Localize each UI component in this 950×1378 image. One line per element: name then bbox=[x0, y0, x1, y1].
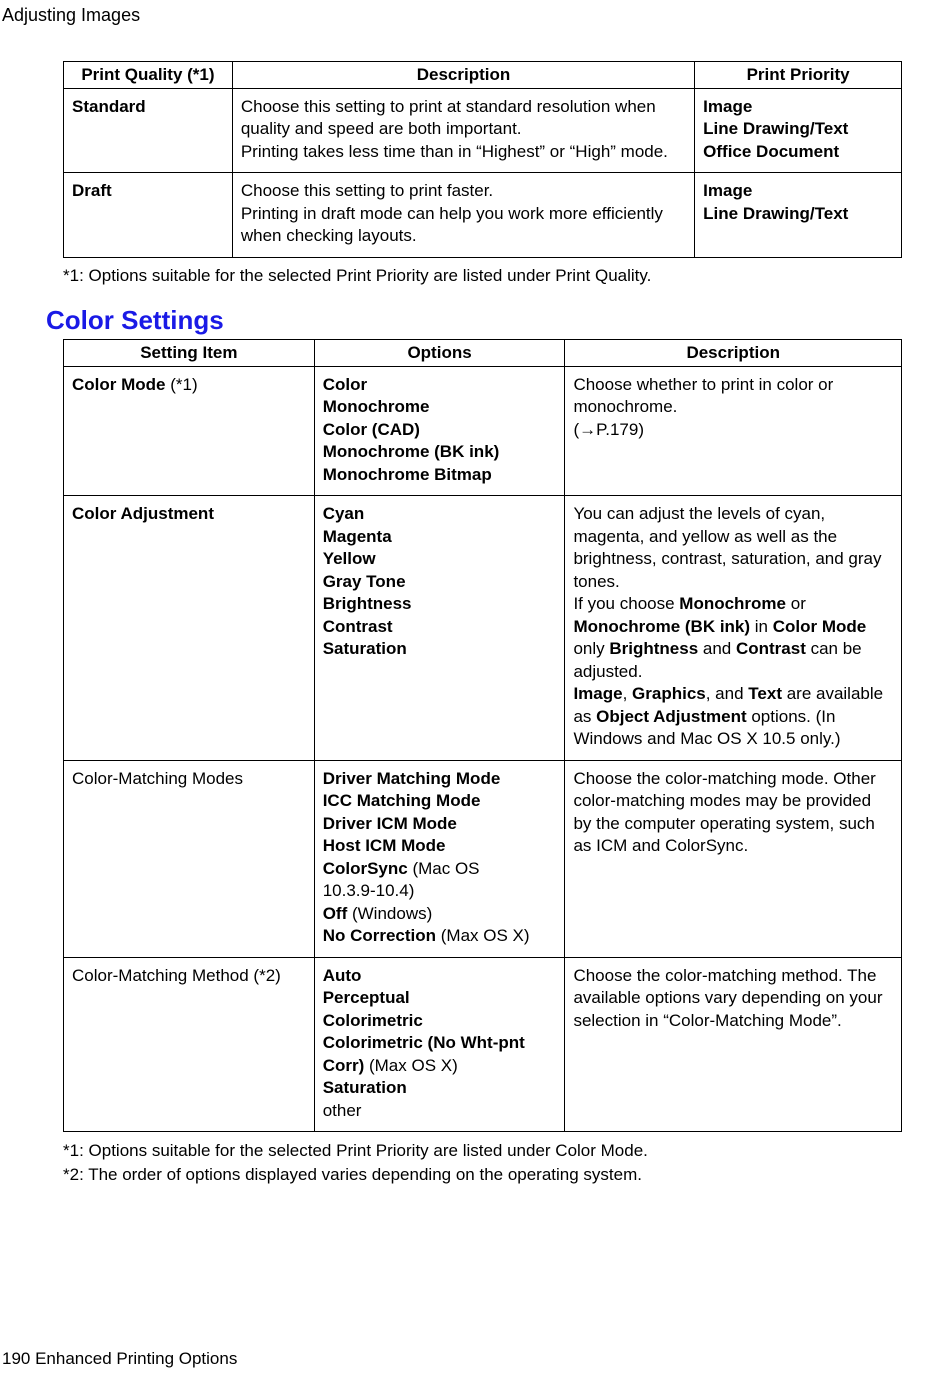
table-row bbox=[64, 496, 902, 761]
setting-item-cell: Color-Matching Method (*2) bbox=[64, 957, 315, 1132]
options-cell: Auto Perceptual Colorimetric Colorimetric (No Wht-pnt Corr) (Max OS X) Saturation other bbox=[314, 957, 565, 1132]
priority-cell: Image Line Drawing/Text Office Document bbox=[695, 88, 902, 173]
running-header: Adjusting Images bbox=[2, 5, 141, 25]
description-cell: Choose this setting to print at standard resolution when quality and speed are both important. Printing takes less time than in “Highest” or “High” mode. bbox=[232, 88, 694, 173]
print-quality-table bbox=[63, 61, 902, 258]
color-settings-table bbox=[63, 339, 902, 1132]
page-reference-link[interactable]: (→P.179) bbox=[573, 419, 644, 439]
table-row bbox=[64, 88, 902, 173]
footnote: *2: The order of options displayed varies depending on the operating system. bbox=[63, 1165, 642, 1184]
setting-item-cell: Color-Matching Modes bbox=[64, 760, 315, 957]
column-header: Description bbox=[232, 62, 694, 89]
description-cell: Choose the color-matching mode. Other color-matching modes may be provided by the computer operating system, such as ICM and ColorSync. bbox=[565, 760, 902, 957]
table-row bbox=[64, 760, 902, 957]
description-cell: You can adjust the levels of cyan, magenta, and yellow as well as the brightness, contrast, saturation, and gray tones. If you choose Monochrome or Monochrome (BK ink) in Color Mode only Brightness and Contrast can be adjusted. Image, Graphics, and Text are available as Object Adjustment options. (In Windows and Mac OS X 10.5 only.) bbox=[565, 496, 902, 761]
description-cell: Choose this setting to print faster. Printing in draft mode can help you work more efficiently when checking layouts. bbox=[232, 173, 694, 258]
footnote: *1: Options suitable for the selected Print Priority are listed under Color Mode. bbox=[63, 1141, 648, 1160]
quality-cell: Draft bbox=[64, 173, 233, 258]
column-header: Description bbox=[565, 340, 902, 367]
priority-cell: Image Line Drawing/Text bbox=[695, 173, 902, 258]
column-header: Print Quality (*1) bbox=[64, 62, 233, 89]
table-row bbox=[64, 366, 902, 496]
table-header-row bbox=[64, 62, 902, 89]
table-header-row bbox=[64, 340, 902, 367]
options-cell: Cyan Magenta Yellow Gray Tone Brightness Contrast Saturation bbox=[314, 496, 565, 761]
quality-cell: Standard bbox=[64, 88, 233, 173]
section-title: Color Settings bbox=[46, 305, 224, 335]
table-row bbox=[64, 957, 902, 1132]
setting-item-cell: Color Adjustment bbox=[64, 496, 315, 761]
footnote: *1: Options suitable for the selected Print Priority are listed under Print Quality. bbox=[63, 266, 652, 285]
column-header: Options bbox=[314, 340, 565, 367]
table-row bbox=[64, 173, 902, 258]
options-cell: Color Monochrome Color (CAD) Monochrome (BK ink) Monochrome Bitmap bbox=[314, 366, 565, 496]
page-footer: 190 Enhanced Printing Options bbox=[2, 1349, 238, 1368]
description-cell: Choose the color-matching method. The available options vary depending on your selection in “Color-Matching Mode”. bbox=[565, 957, 902, 1132]
column-header: Setting Item bbox=[64, 340, 315, 367]
options-cell: Driver Matching Mode ICC Matching Mode Driver ICM Mode Host ICM Mode ColorSync (Mac OS 10.3.9-10.4) Off (Windows) No Correction (Max OS X) bbox=[314, 760, 565, 957]
description-cell: Choose whether to print in color or monochrome. (→P.179) bbox=[565, 366, 902, 496]
column-header: Print Priority bbox=[695, 62, 902, 89]
setting-item-cell: Color Mode (*1) bbox=[64, 366, 315, 496]
